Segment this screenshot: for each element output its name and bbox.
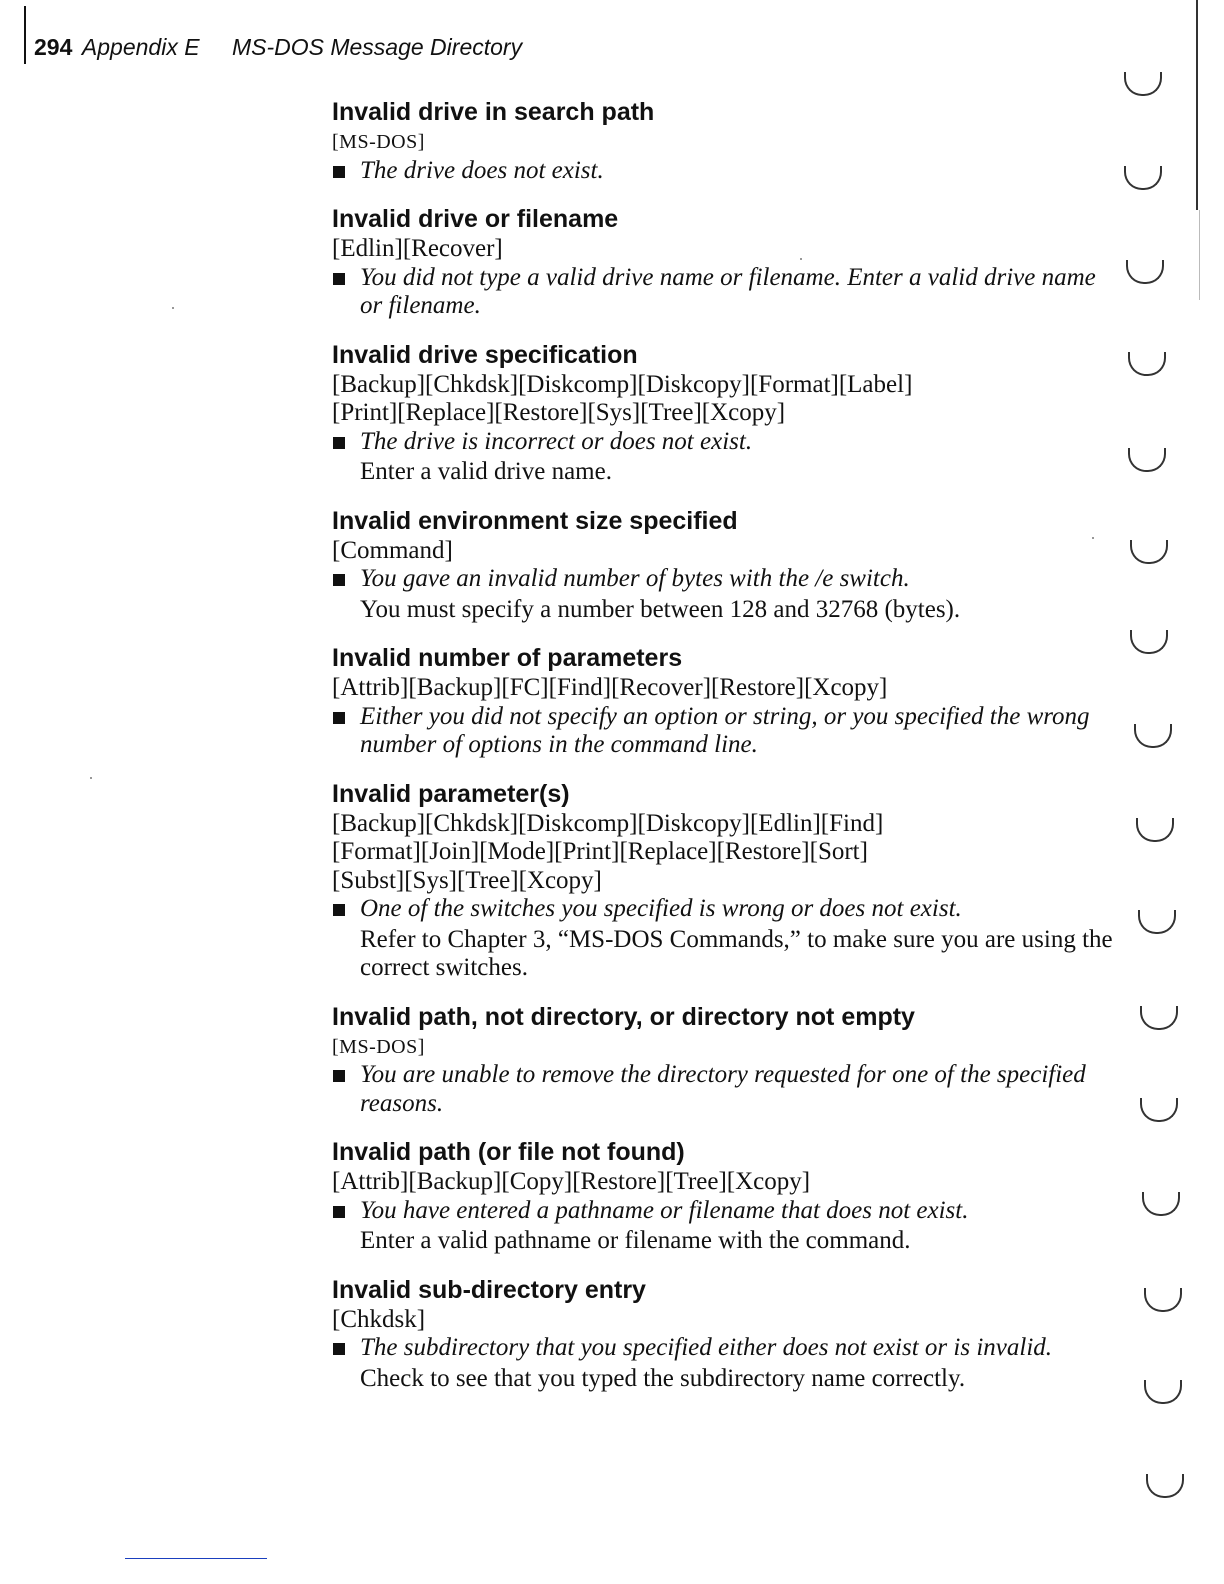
binder-hole-icon (1140, 1098, 1178, 1122)
scan-speck (1092, 537, 1094, 539)
message-source: [Backup][Chkdsk][Diskcomp][Diskcopy][Edlin][Find] (332, 809, 884, 837)
message-body (332, 703, 1122, 760)
right-edge-rule (1196, 0, 1198, 210)
footer-rule (125, 1558, 267, 1559)
message-title: Invalid drive or filename (332, 205, 619, 233)
message-source: [Attrib][Backup][FC][Find][Recover][Restore][Xcopy] (332, 674, 888, 701)
square-bullet-icon (333, 904, 345, 916)
message-body (332, 1334, 1122, 1393)
binder-hole-icon (1138, 910, 1176, 934)
square-bullet-icon (333, 166, 345, 178)
message-description: You did not type a valid drive name or filename. Enter a valid drive name or filename. (360, 263, 1096, 319)
message-body (332, 565, 1122, 624)
message-description: You are unable to remove the directory requested for one of the specified reasons. (360, 1061, 1086, 1117)
binder-hole-icon (1128, 448, 1166, 472)
left-margin-rule (24, 6, 26, 64)
binder-hole-icon (1128, 352, 1166, 376)
message-note: You must specify a number between 128 and 32768 (bytes). (360, 595, 961, 623)
message-source: [Format][Join][Mode][Print][Replace][Restore][Sort] (332, 838, 868, 865)
message-source: [Chkdsk] (332, 1305, 426, 1333)
binder-hole-icon (1130, 540, 1168, 564)
message-body (332, 264, 1122, 321)
message-entry (332, 1274, 1122, 1394)
message-title: Invalid path (or file not found) (332, 1138, 685, 1166)
message-entry (332, 96, 1122, 185)
binder-hole-icon (1146, 1474, 1184, 1498)
message-description: You gave an invalid number of bytes with the /e switch. (360, 565, 910, 592)
binder-hole-icon (1140, 1006, 1178, 1030)
right-edge-rule-faint (1199, 210, 1200, 300)
section-title: MS-DOS Message Directory (231, 34, 523, 60)
square-bullet-icon (333, 273, 345, 285)
message-note: Enter a valid pathname or filename with the command. (360, 1227, 911, 1254)
running-head (34, 34, 522, 61)
message-title: Invalid drive in search path (332, 98, 655, 126)
square-bullet-icon (333, 1343, 345, 1355)
message-description: One of the switches you specified is wrong or does not exist. (360, 895, 962, 922)
square-bullet-icon (333, 1206, 345, 1218)
message-body (332, 1197, 1122, 1256)
message-title: Invalid number of parameters (332, 644, 683, 672)
message-source: [Subst][Sys][Tree][Xcopy] (332, 866, 602, 894)
binder-hole-icon (1142, 1192, 1180, 1216)
message-entry (332, 642, 1122, 760)
message-entry (332, 1136, 1122, 1256)
page-number: 294 (34, 34, 73, 60)
message-note: Enter a valid drive name. (360, 458, 612, 485)
square-bullet-icon (333, 1070, 345, 1082)
message-body (332, 895, 1122, 983)
binder-hole-icon (1134, 724, 1172, 748)
message-source: [Print][Replace][Restore][Sys][Tree][Xcopy] (332, 399, 786, 426)
message-body (332, 428, 1122, 487)
message-description: Either you did not specify an option or string, or you specified the wrong number of options in the command line. (360, 702, 1090, 758)
binder-hole-icon (1144, 1288, 1182, 1312)
square-bullet-icon (333, 574, 345, 586)
scan-speck (800, 258, 802, 260)
message-entry (332, 339, 1122, 487)
message-entry (332, 505, 1122, 625)
message-entry (332, 1001, 1122, 1119)
message-source: [MS-DOS] (332, 1035, 425, 1058)
message-title: Invalid sub-directory entry (332, 1275, 646, 1304)
binder-hole-icon (1126, 260, 1164, 284)
message-source: [MS-DOS] (332, 131, 425, 153)
message-list (332, 96, 1122, 1411)
message-source: [Edlin][Recover] (332, 235, 503, 262)
binder-hole-icon (1124, 72, 1162, 96)
message-description: The subdirectory that you specified either does not exist or is invalid. (360, 1334, 1053, 1361)
message-entry (332, 203, 1122, 321)
message-description: You have entered a pathname or filename that does not exist. (360, 1196, 969, 1224)
message-title: Invalid path, not directory, or directory not empty (332, 1002, 915, 1031)
binder-hole-icon (1144, 1380, 1182, 1404)
message-source: [Backup][Chkdsk][Diskcomp][Diskcopy][Format][Label] (332, 370, 913, 398)
appendix-label: Appendix E (81, 34, 200, 60)
message-entry (332, 778, 1122, 983)
square-bullet-icon (333, 437, 345, 449)
scan-speck (172, 307, 174, 309)
binder-hole-icon (1130, 630, 1168, 654)
message-note: Check to see that you typed the subdirectory name correctly. (360, 1364, 966, 1392)
message-title: Invalid environment size specified (332, 506, 738, 535)
square-bullet-icon (333, 712, 345, 724)
message-body (332, 1061, 1122, 1118)
message-description: The drive is incorrect or does not exist. (360, 427, 753, 455)
message-body (332, 157, 1122, 186)
message-title: Invalid parameter(s) (332, 779, 570, 808)
message-source: [Attrib][Backup][Copy][Restore][Tree][Xcopy] (332, 1168, 811, 1195)
message-source: [Command] (332, 536, 453, 564)
message-note: Refer to Chapter 3, “MS-DOS Commands,” to make sure you are using the correct switches. (360, 925, 1113, 981)
message-description: The drive does not exist. (360, 156, 604, 184)
binder-hole-icon (1136, 818, 1174, 842)
binder-hole-icon (1124, 166, 1162, 190)
message-title: Invalid drive specification (332, 340, 638, 369)
scan-speck (90, 777, 92, 779)
